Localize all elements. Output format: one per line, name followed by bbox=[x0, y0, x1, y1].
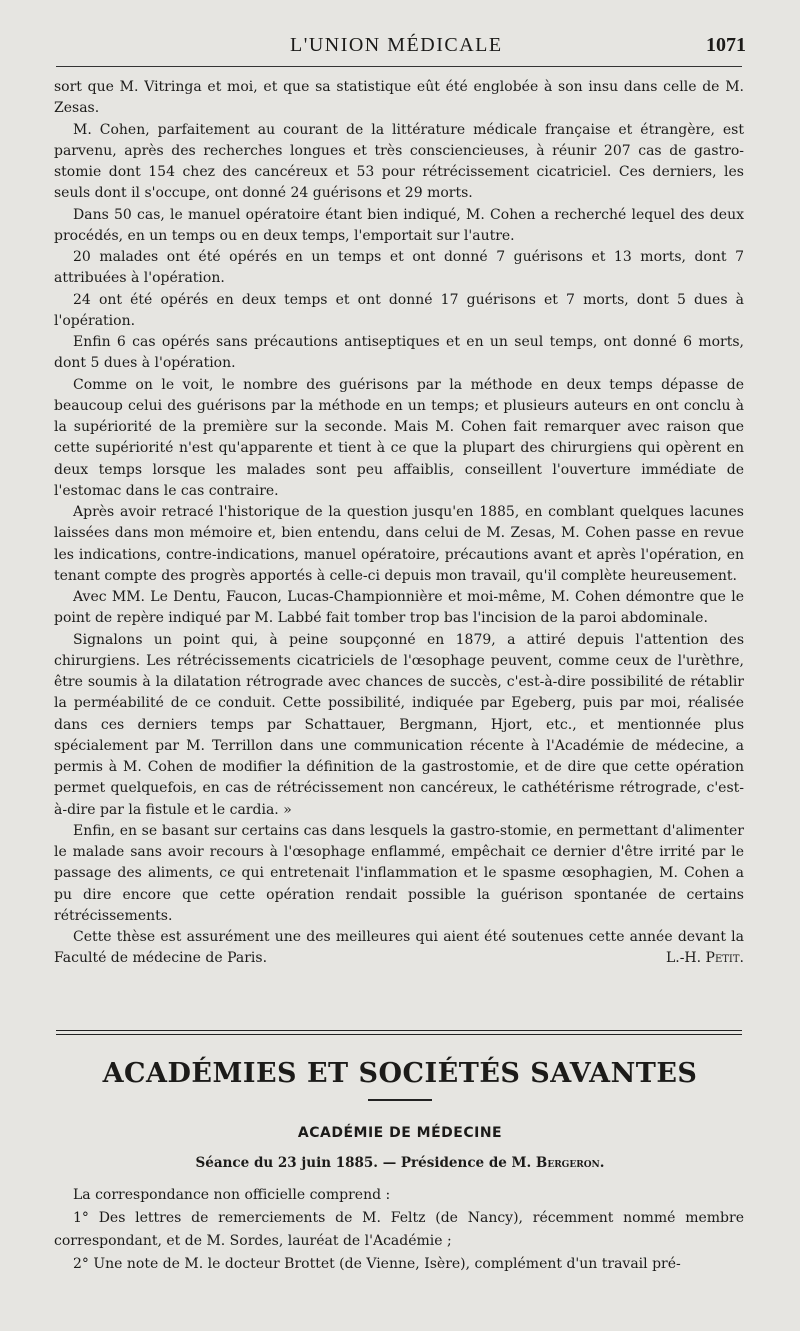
section-title: ACADÉMIES ET SOCIÉTÉS SAVANTES bbox=[102, 1058, 698, 1089]
session-president: Bergeron. bbox=[535, 1155, 605, 1171]
session-body bbox=[54, 1184, 744, 1276]
closing-text: Cette thèse est assurément une des meilleures qui aient été soutenues cette année devant la Faculté de médecine de Paris. bbox=[54, 929, 744, 967]
session-line bbox=[0, 1155, 800, 1171]
paragraph: Avec MM. Le Dentu, Faucon, Lucas-Championnière et moi-même, M. Cohen démontre que le point de repère indiqué par M. Labbé fait tomber trop bas l'incision de la paroi abdominale. bbox=[54, 589, 744, 627]
page-number: 1071 bbox=[706, 34, 746, 56]
paragraph: 20 malades ont été opérés en un temps et ont donné 7 guérisons et 13 morts, dont 7 attribuées à l'opération. bbox=[54, 249, 744, 287]
closing-paragraph bbox=[54, 927, 744, 970]
paragraph: Comme on le voit, le nombre des guérisons par la méthode en deux temps dépasse de beaucoup celui des guérisons par la méthode en un temps; et plusieurs auteurs en ont conclu à la supériorité de la première sur la seconde. Mais M. Cohen fait remarquer avec raison que cette supériorité n'est qu'apparente et tient à ce que la plupart des chirurgiens qui opèrent en deux temps lorsque les malades sont peu affaiblis, conseillent l'ouverture immédiate de l'estomac dans le cas contraire. bbox=[54, 376, 744, 499]
paragraph: Enfin, en se basant sur certains cas dans lesquels la gastro-stomie, en permettant d'alimenter le malade sans avoir recours à l'œsophage enflammé, empêchait ce dernier d'être irrité par le passage des aliments, ce qui entretenait l'inflammation et le spasme œsophagien, M. Cohen a pu dire encore que cette opération rendait possible la guérison spontanée de certains rétrécissements. bbox=[54, 822, 744, 924]
running-head bbox=[0, 34, 800, 60]
article-body bbox=[54, 77, 744, 970]
subsection-title: ACADÉMIE DE MÉDECINE bbox=[297, 1125, 503, 1141]
paragraph: Dans 50 cas, le manuel opératoire étant bien indiqué, M. Cohen a recherché lequel des deux procédés, en un temps ou en deux temps, l'emportait sur l'autre. bbox=[54, 206, 744, 244]
session-date: Séance du 23 juin 1885. — Présidence de M. bbox=[195, 1155, 532, 1171]
journal-title: L'UNION MÉDICALE bbox=[290, 34, 503, 56]
author-signature: L.-H. Petit. bbox=[665, 950, 744, 967]
header-rule bbox=[56, 66, 742, 67]
paragraph: La correspondance non officielle comprend : bbox=[73, 1187, 391, 1203]
section-divider bbox=[56, 1030, 742, 1038]
paragraph: sort que M. Vitringa et moi, et que sa statistique eût été englobée à son insu dans celle de M. Zesas. bbox=[54, 79, 744, 117]
paragraph: Après avoir retracé l'historique de la question jusqu'en 1885, en comblant quelques lacunes laissées dans mon mémoire et, bien entendu, dans celui de M. Zesas, M. Cohen passe en revue les indications, contre-indications, manuel opératoire, précautions avant et après l'opération, en tenant compte des progrès apportés à celle-ci depuis mon travail, qu'il complète heureusement. bbox=[54, 504, 744, 584]
paragraph: 24 ont été opérés en deux temps et ont donné 17 guérisons et 7 morts, dont 5 dues à l'opération. bbox=[54, 291, 744, 329]
paragraph: Enfin 6 cas opérés sans précautions antiseptiques et en un seul temps, ont donné 6 morts, dont 5 dues à l'opération. bbox=[54, 334, 744, 372]
section-title-underline bbox=[368, 1099, 432, 1101]
paragraph: Signalons un point qui, à peine soupçonné en 1879, a attiré depuis l'attention des chirurgiens. Les rétrécissements cicatriciels de l'œsophage peuvent, comme ceux de l'urèthre, être soumis à la dilatation rétrograde avec chances de succès, c'est-à-dire possibilité de rétablir la perméabilité de ce conduit. Cette possibilité, indiquée par Egeberg, puis par moi, réalisée dans ces derniers temps par Schattauer, Bergmann, Hjort, etc., et mentionnée plus spécialement par M. Terrillon dans une communication récente à l'Académie de médecine, a permis à M. Cohen de modifier la définition de la gastrostomie, et de dire que cette opération permet quelquefois, en cas de rétrécissement non cancéreux, le cathétérisme rétrograde, c'est-à-dire par la fistule et le cardia. » bbox=[54, 631, 744, 818]
paragraph: M. Cohen, parfaitement au courant de la littérature médicale française et étrangère, est parvenu, après des recherches longues et très consciencieuses, à réunir 207 cas de gastro-stomie dont 154 chez des cancéreux et 53 pour rétrécissement cicatriciel. Ces derniers, les seuls dont il s'occupe, ont donné 24 guérisons et 29 morts. bbox=[54, 121, 744, 202]
paragraph: 1° Des lettres de remerciements de M. Feltz (de Nancy), récemment nommé membre correspondant, et de M. Sordes, lauréat de l'Académie ; bbox=[54, 1210, 744, 1249]
paragraph: 2° Une note de M. le docteur Brottet (de Vienne, Isère), complément d'un travail pré- bbox=[73, 1256, 681, 1272]
